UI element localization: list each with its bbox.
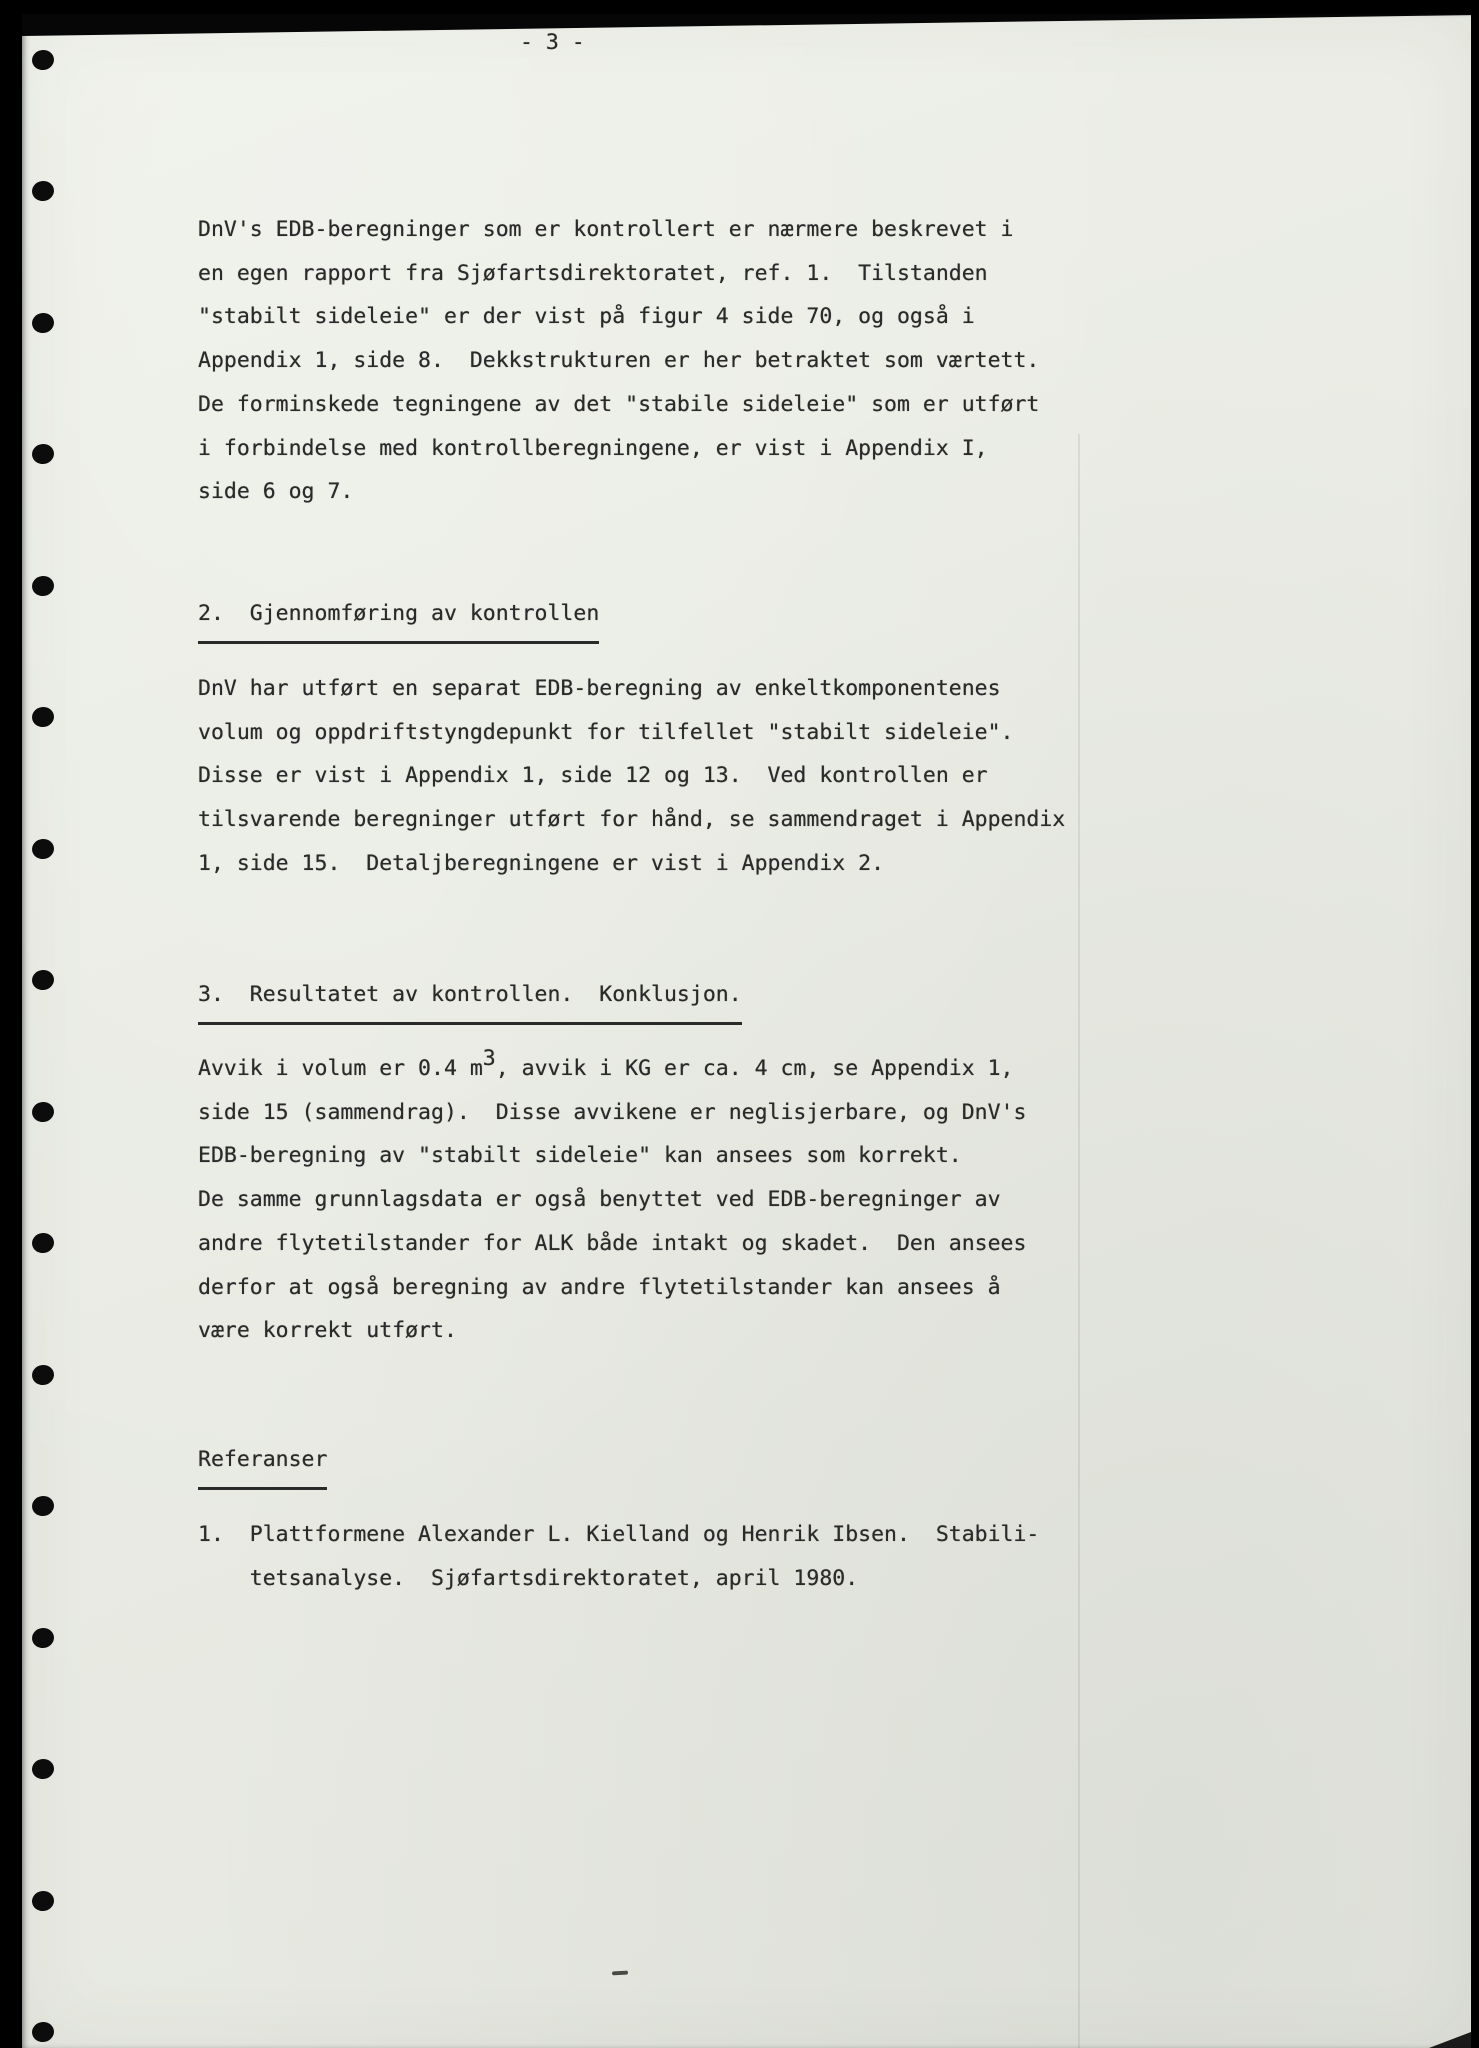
text-line: De forminskede tegningene av det "stabile sideleie" som er utført [198, 391, 1040, 417]
text-line: De samme grunnlagsdata er også benyttet ved EDB-beregninger av [198, 1187, 1001, 1213]
hole-punch-mark [31, 1232, 56, 1255]
hole-punch-mark [31, 312, 56, 335]
text-line: side 15 (sammendrag). Disse avvikene er neglisjerbare, og DnV's [198, 1099, 1027, 1125]
hole-punch-mark [31, 1364, 56, 1387]
text-line: være korrekt utført. [198, 1318, 457, 1344]
hole-punch-mark [31, 1495, 56, 1518]
text-line: en egen rapport fra Sjøfartsdirektoratet, ref. 1. Tilstanden [198, 260, 988, 286]
hole-punch-mark [31, 706, 56, 729]
hole-punch-mark [31, 1758, 56, 1781]
hole-punch-mark [31, 1101, 56, 1124]
hole-punch-mark [31, 2021, 56, 2044]
text-segment: , avvik i KG er ca. 4 cm, se Appendix 1, [495, 1056, 1014, 1081]
text-line: DnV's EDB-beregninger som er kontrollert er nærmere beskrevet i [198, 217, 1014, 242]
references-heading: Referanser [198, 1438, 327, 1490]
text-line: Appendix 1, side 8. Dekkstrukturen er her betraktet som værtett. [198, 348, 1040, 374]
scan-edge-top [22, 14, 1471, 36]
text-line: "stabilt sideleie" er der vist på figur 4 side 70, og også i [198, 304, 975, 330]
text-line: side 6 og 7. [198, 479, 354, 505]
hole-punch-mark [31, 1627, 56, 1650]
scan-artifact [612, 1971, 628, 1976]
scan-edge-corner [1429, 2032, 1471, 2048]
superscript-3: 3 [482, 1045, 496, 1071]
hole-punch-mark [31, 49, 56, 72]
scanned-document-page [22, 14, 1471, 2048]
hole-punch-mark [31, 1890, 56, 1913]
paragraph-intro [198, 208, 1039, 514]
text-segment: Avvik i volum er 0.4 m [198, 1056, 483, 1081]
reference-list [198, 1513, 1039, 1600]
text-line: 1, side 15. Detaljberegningene er vist i Appendix 2. [198, 850, 885, 876]
hole-punch-mark [31, 180, 56, 203]
paper-crease [1078, 434, 1080, 2048]
paragraph-section-3 [198, 1047, 1026, 1353]
text-line: Disse er vist i Appendix 1, side 12 og 13. Ved kontrollen er [198, 763, 988, 789]
text-line: i forbindelse med kontrollberegningene, er vist i Appendix I, [198, 435, 988, 461]
text-line: DnV har utført en separat EDB-beregning av enkeltkomponentenes [198, 676, 1001, 701]
hole-punch-mark [31, 838, 56, 861]
paragraph-section-2 [198, 667, 1065, 886]
hole-punch-mark [31, 969, 56, 992]
hole-punch-mark [31, 443, 56, 466]
text-line: tilsvarende beregninger utført for hånd, se sammendraget i Appendix [198, 807, 1066, 833]
section-3-heading: 3. Resultatet av kontrollen. Konklusjon. [198, 973, 742, 1025]
text-line: EDB-beregning av "stabilt sideleie" kan ansees som korrekt. [198, 1143, 962, 1169]
text-line-with-superscript [198, 1047, 1026, 1091]
text-line: volum og oppdriftstyngdepunkt for tilfellet "stabilt sideleie". [198, 719, 1014, 745]
page-number: - 3 - [520, 30, 585, 55]
section-2-heading: 2. Gjennomføring av kontrollen [198, 592, 599, 644]
text-line: derfor at også beregning av andre flytetilstander kan ansees å [198, 1274, 1001, 1300]
reference-item-line: tetsanalyse. Sjøfartsdirektoratet, april 1980. [198, 1565, 859, 1591]
text-line: andre flytetilstander for ALK både intakt og skadet. Den ansees [198, 1230, 1027, 1256]
reference-item-line: 1. Plattformene Alexander L. Kielland og Henrik Ibsen. Stabili- [198, 1522, 1040, 1547]
hole-punch-mark [31, 575, 56, 598]
